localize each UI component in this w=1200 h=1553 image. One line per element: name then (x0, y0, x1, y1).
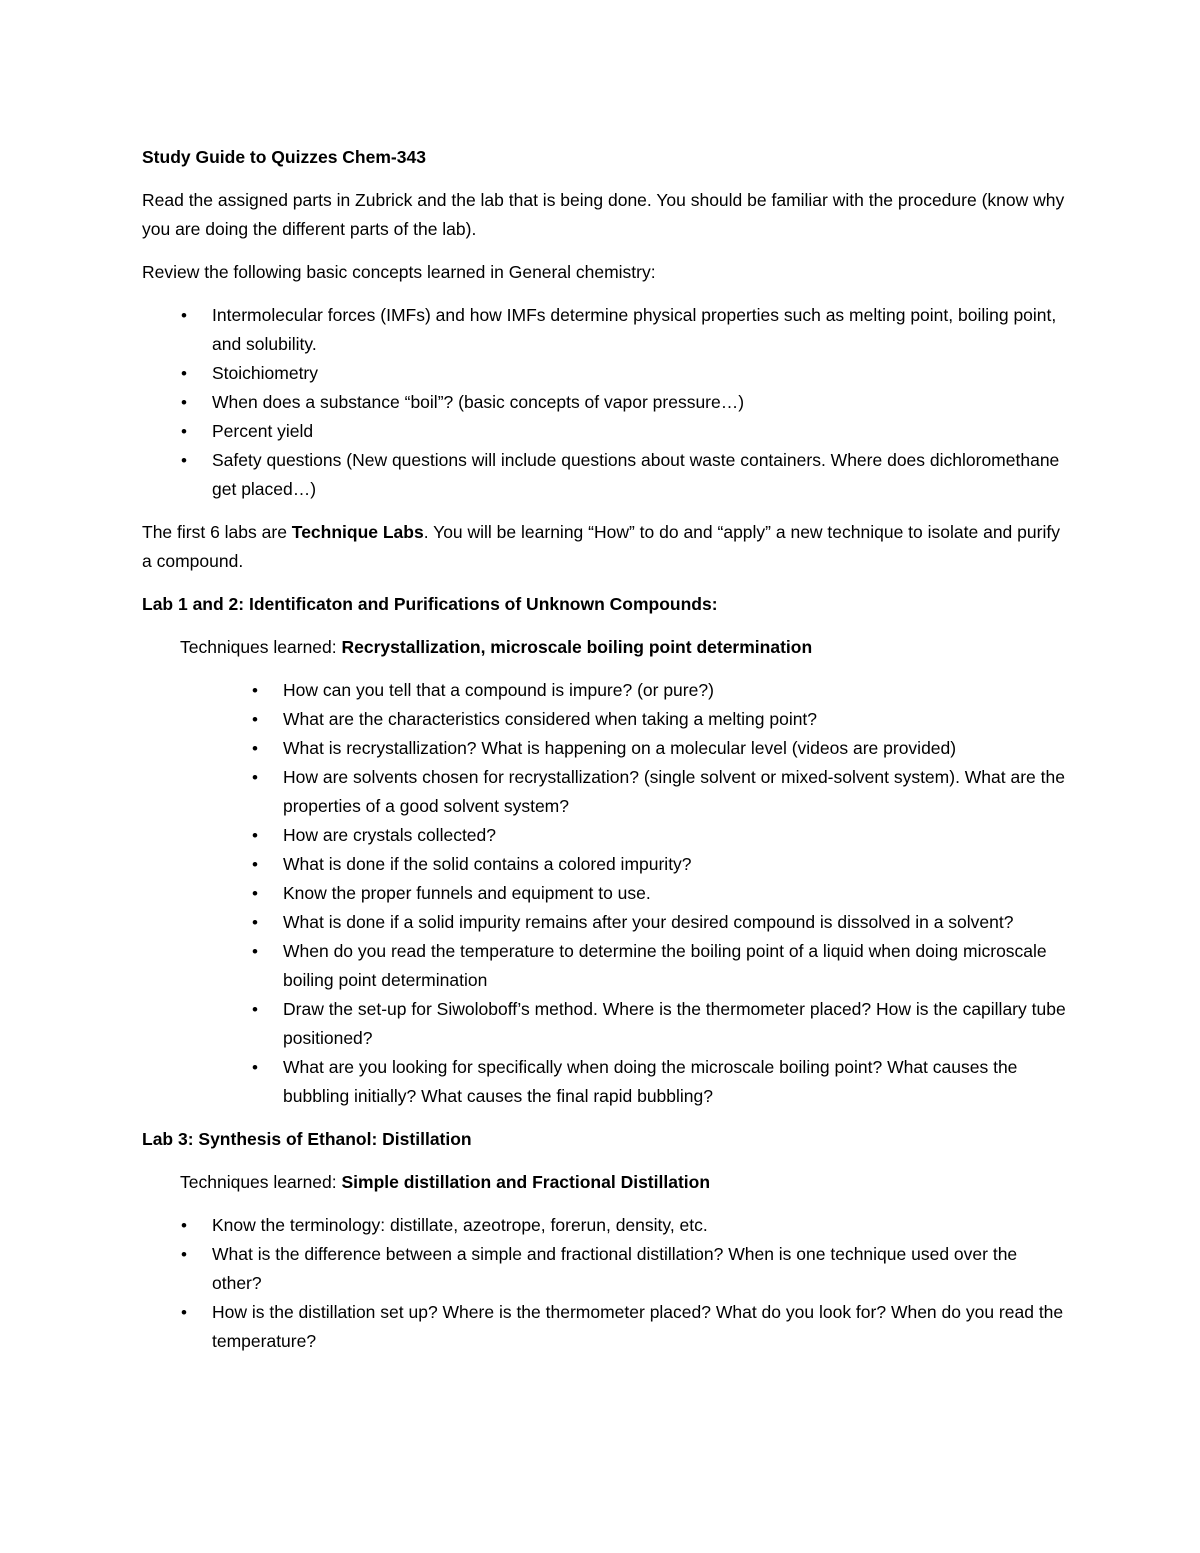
lab12-title: Lab 1 and 2: Identificaton and Purifications of Unknown Compounds: (142, 594, 718, 614)
list-item: • How is the distillation set up? Where is the thermometer placed? What do you look for? When do you read the temperature? (212, 1298, 1067, 1356)
technique-labs-paragraph: The first 6 labs are Technique Labs. You will be learning “How” to do and “apply” a new technique to isolate and purify a compound. (142, 522, 1060, 571)
bullet-icon: • (252, 826, 258, 845)
intro-paragraph: Read the assigned parts in Zubrick and the lab that is being done. You should be familiar with the procedure (know why you are doing the different parts of the lab). (142, 190, 1065, 239)
technique-labs-emphasis: Technique Labs (291, 522, 424, 542)
document-content (142, 143, 1067, 1356)
bullet-icon: • (181, 451, 187, 470)
list-item: • When do you read the temperature to determine the boiling point of a liquid when doing microscale boiling point determination (283, 937, 1067, 995)
bullet-icon: • (181, 393, 187, 412)
bullet-icon: • (252, 1000, 258, 1019)
list-item: • When does a substance “boil”? (basic concepts of vapor pressure…) (212, 388, 1067, 417)
list-item: • How can you tell that a compound is impure? (or pure?) (283, 676, 1067, 705)
bullet-icon: • (252, 913, 258, 932)
bullet-icon: • (181, 306, 187, 325)
lab3-question-list (181, 1211, 1067, 1356)
list-item: • Draw the set-up for Siwoloboff’s method. Where is the thermometer placed? How is the capillary tube positioned? (283, 995, 1067, 1053)
list-item: • What are you looking for specifically when doing the microscale boiling point? What causes the bubbling initially? What causes the final rapid bubbling? (283, 1053, 1067, 1111)
document-title: Study Guide to Quizzes Chem-343 (142, 147, 426, 167)
list-item: • What are the characteristics considered when taking a melting point? (283, 705, 1067, 734)
bullet-icon: • (181, 1216, 187, 1235)
bullet-icon: • (181, 364, 187, 383)
bullet-icon: • (252, 884, 258, 903)
lab12-question-list (252, 676, 1067, 1111)
list-item: • How are solvents chosen for recrystallization? (single solvent or mixed-solvent system). What are the properties of a good solvent system? (283, 763, 1067, 821)
list-item: • What is done if a solid impurity remains after your desired compound is dissolved in a solvent? (283, 908, 1067, 937)
list-item: • What is done if the solid contains a colored impurity? (283, 850, 1067, 879)
list-item: • Know the proper funnels and equipment to use. (283, 879, 1067, 908)
list-item: • What is the difference between a simple and fractional distillation? When is one technique used over the other? (212, 1240, 1067, 1298)
bullet-icon: • (252, 739, 258, 758)
list-item: • How are crystals collected? (283, 821, 1067, 850)
bullet-icon: • (181, 422, 187, 441)
bullet-icon: • (252, 942, 258, 961)
review-heading: Review the following basic concepts learned in General chemistry: (142, 262, 656, 282)
list-item: • Know the terminology: distillate, azeotrope, forerun, density, etc. (212, 1211, 1067, 1240)
bullet-icon: • (252, 1058, 258, 1077)
bullet-icon: • (181, 1303, 187, 1322)
list-item: • Stoichiometry (212, 359, 1067, 388)
lab12-techniques: Techniques learned: Recrystallization, microscale boiling point determination (180, 637, 813, 657)
bullet-icon: • (252, 768, 258, 787)
lab3-techniques: Techniques learned: Simple distillation and Fractional Distillation (180, 1172, 711, 1192)
bullet-icon: • (181, 1245, 187, 1264)
bullet-icon: • (252, 855, 258, 874)
list-item: • Safety questions (New questions will include questions about waste containers. Where does dichloromethane get placed…) (212, 446, 1067, 504)
list-item: • Percent yield (212, 417, 1067, 446)
list-item: • What is recrystallization? What is happening on a molecular level (videos are provided) (283, 734, 1067, 763)
lab3-title: Lab 3: Synthesis of Ethanol: Distillation (142, 1129, 472, 1149)
list-item: • Intermolecular forces (IMFs) and how IMFs determine physical properties such as melting point, boiling point, and solubility. (212, 301, 1067, 359)
bullet-icon: • (252, 681, 258, 700)
bullet-icon: • (252, 710, 258, 729)
review-list (181, 301, 1067, 504)
